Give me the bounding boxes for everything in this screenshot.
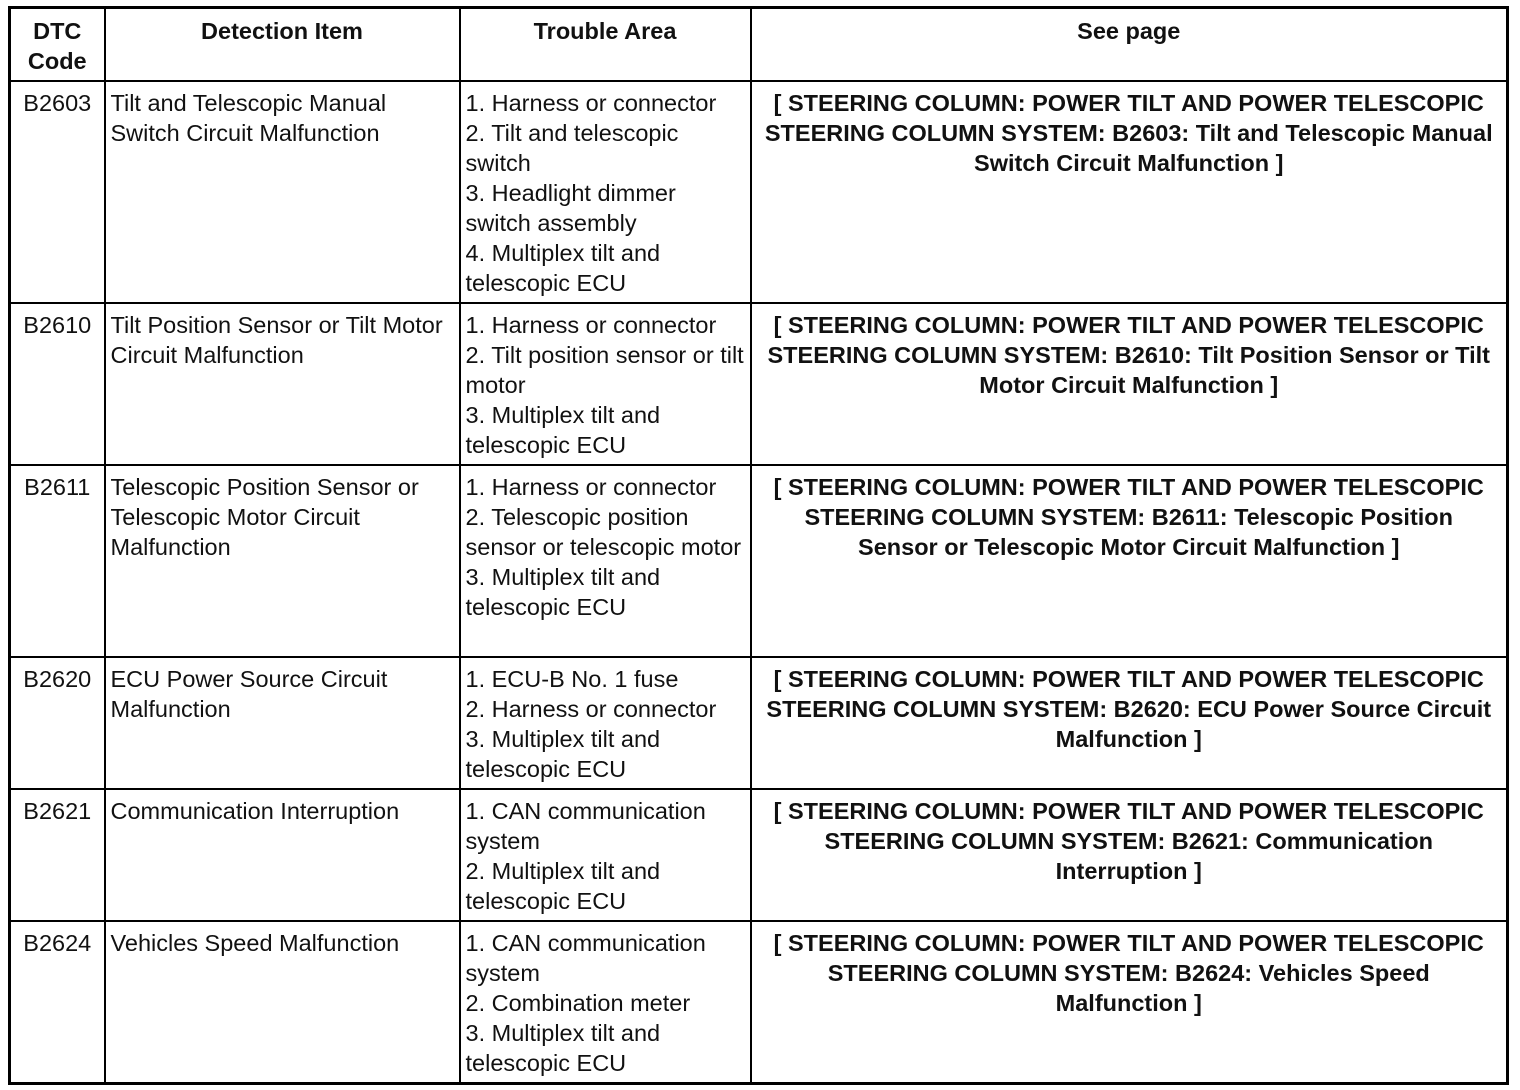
- header-row: [10, 8, 1508, 82]
- header-dtc-code: [10, 8, 105, 82]
- trouble-area-item: 1. CAN communication system: [465, 930, 706, 986]
- trouble-area-item: 2. Multiplex tilt and telescopic ECU: [465, 858, 661, 914]
- trouble-area-item: 1. Harness or connector: [465, 312, 717, 338]
- header-detection-item: Detection Item: [105, 8, 460, 82]
- dtc-code: B2621: [10, 789, 105, 921]
- trouble-area-item: 4. Multiplex tilt and telescopic ECU: [465, 240, 661, 296]
- trouble-area-item: 1. Harness or connector: [465, 474, 717, 500]
- see-page-link[interactable]: [ STEERING COLUMN: POWER TILT AND POWER TELESCOPIC STEERING COLUMN SYSTEM: B2620: ECU Power Source Circuit Malfunction ]: [751, 657, 1508, 789]
- dtc-code: B2603: [10, 81, 105, 303]
- detection-item: Communication Interruption: [105, 789, 460, 921]
- table-row: [10, 789, 1508, 921]
- trouble-area: [460, 657, 751, 789]
- trouble-area-item: 2. Tilt position sensor or tilt motor: [465, 342, 744, 398]
- see-page-link[interactable]: [ STEERING COLUMN: POWER TILT AND POWER TELESCOPIC STEERING COLUMN SYSTEM: B2611: Telescopic Position Sensor or Telescopic Motor Circuit Malfunction ]: [751, 465, 1508, 657]
- trouble-area-item: 3. Multiplex tilt and telescopic ECU: [465, 564, 661, 620]
- table-row: [10, 81, 1508, 303]
- trouble-area: [460, 921, 751, 1084]
- trouble-area-item: 2. Tilt and telescopic switch: [465, 120, 679, 176]
- trouble-area: [460, 81, 751, 303]
- header-see-page: See page: [751, 8, 1508, 82]
- trouble-area-item: 1. CAN communication system: [465, 798, 706, 854]
- dtc-code: B2611: [10, 465, 105, 657]
- dtc-code: B2610: [10, 303, 105, 465]
- detection-item: Tilt Position Sensor or Tilt Motor Circuit Malfunction: [105, 303, 460, 465]
- table-row: [10, 657, 1508, 789]
- see-page-link[interactable]: [ STEERING COLUMN: POWER TILT AND POWER TELESCOPIC STEERING COLUMN SYSTEM: B2610: Tilt Position Sensor or Tilt Motor Circuit Malfunction ]: [751, 303, 1508, 465]
- see-page-link[interactable]: [ STEERING COLUMN: POWER TILT AND POWER TELESCOPIC STEERING COLUMN SYSTEM: B2624: Vehicles Speed Malfunction ]: [751, 921, 1508, 1084]
- trouble-area-item: 3. Multiplex tilt and telescopic ECU: [465, 1020, 661, 1076]
- trouble-area-item: 3. Multiplex tilt and telescopic ECU: [465, 726, 661, 782]
- see-page-link[interactable]: [ STEERING COLUMN: POWER TILT AND POWER TELESCOPIC STEERING COLUMN SYSTEM: B2603: Tilt and Telescopic Manual Switch Circuit Malfunction ]: [751, 81, 1508, 303]
- table-row: [10, 921, 1508, 1084]
- trouble-area-item: 2. Combination meter: [465, 990, 691, 1016]
- detection-item: Telescopic Position Sensor or Telescopic Motor Circuit Malfunction: [105, 465, 460, 657]
- trouble-area-item: 2. Telescopic position sensor or telescopic motor: [465, 504, 742, 560]
- header-dtc-code-line1: DTC: [33, 18, 82, 44]
- detection-item: ECU Power Source Circuit Malfunction: [105, 657, 460, 789]
- trouble-area: [460, 303, 751, 465]
- trouble-area-item: 1. Harness or connector: [465, 90, 717, 116]
- table-row: [10, 303, 1508, 465]
- trouble-area: [460, 789, 751, 921]
- trouble-area-item: 2. Harness or connector: [465, 696, 717, 722]
- table-row: [10, 465, 1508, 657]
- trouble-area-item: 1. ECU-B No. 1 fuse: [465, 666, 679, 692]
- trouble-area-item: 3. Headlight dimmer switch assembly: [465, 180, 676, 236]
- detection-item: Tilt and Telescopic Manual Switch Circuit Malfunction: [105, 81, 460, 303]
- trouble-area: [460, 465, 751, 657]
- dtc-table: [8, 6, 1509, 1085]
- see-page-link[interactable]: [ STEERING COLUMN: POWER TILT AND POWER TELESCOPIC STEERING COLUMN SYSTEM: B2621: Communication Interruption ]: [751, 789, 1508, 921]
- table-header: [10, 8, 1508, 82]
- table-body: [10, 81, 1508, 1084]
- header-trouble-area: Trouble Area: [460, 8, 751, 82]
- detection-item: Vehicles Speed Malfunction: [105, 921, 460, 1084]
- dtc-code: B2624: [10, 921, 105, 1084]
- dtc-code: B2620: [10, 657, 105, 789]
- trouble-area-item: 3. Multiplex tilt and telescopic ECU: [465, 402, 661, 458]
- header-dtc-code-line2: Code: [27, 48, 87, 74]
